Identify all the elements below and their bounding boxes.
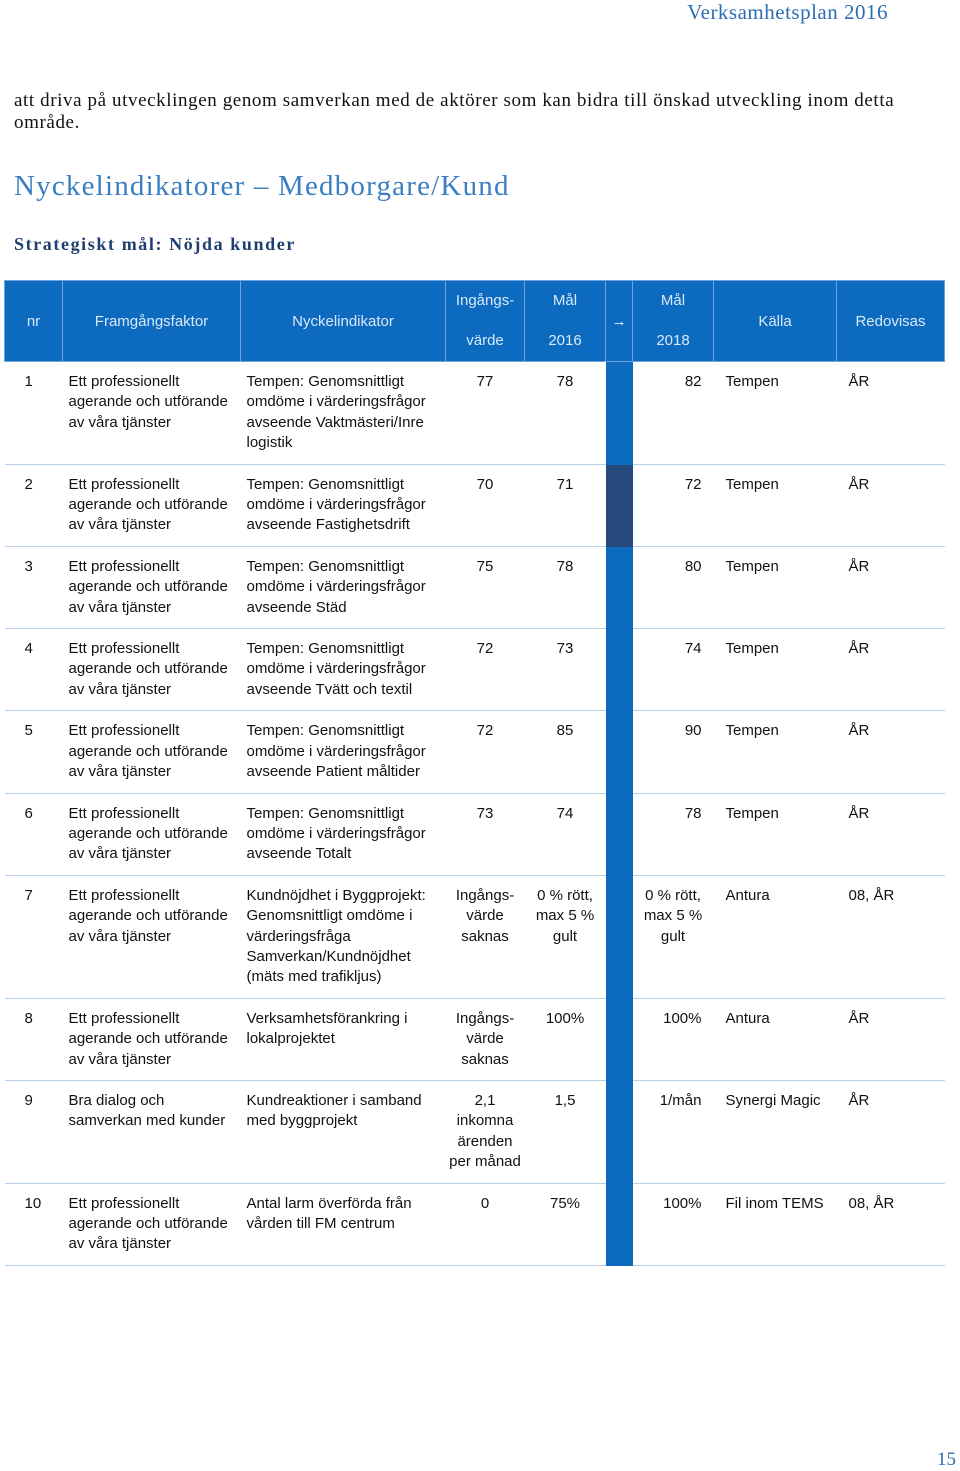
cell-kalla: Fil inom TEMS (714, 1183, 837, 1265)
cell-mal-2018: 1/mån (633, 1080, 714, 1183)
cell-nyckelindikator: Tempen: Genomsnittligt omdöme i värderingsfrågor avseende Städ (241, 546, 446, 628)
table-row (5, 464, 945, 546)
cell-mal-2016: 0 % rött, max 5 % gult (525, 875, 606, 998)
cell-kalla: Tempen (714, 464, 837, 546)
cell-mal-2018: 0 % rött, max 5 % gult (633, 875, 714, 998)
table-row (5, 629, 945, 711)
cell-framgangsfaktor: Ett professionellt agerande och utförande av våra tjänster (63, 711, 241, 793)
cell-mal-2016: 78 (525, 362, 606, 465)
cell-redovisas: 08, ÅR (837, 1183, 945, 1265)
cell-redovisas: ÅR (837, 546, 945, 628)
cell-arrow-band (606, 629, 633, 711)
cell-nyckelindikator: Kundnöjdhet i Byggprojekt: Genomsnittligt omdöme i värderingsfråga Samverkan/Kundnöjdhet (mäts med trafikljus) (241, 875, 446, 998)
cell-mal-2018: 78 (633, 793, 714, 875)
cell-mal-2016: 71 (525, 464, 606, 546)
cell-ingangsvarde: 77 (446, 362, 525, 465)
intro-paragraph: att driva på utvecklingen genom samverkan med de aktörer som kan bidra till önskad utveckling inom detta område. (14, 90, 895, 133)
header-nyckelindikator: Nyckelindikator (241, 281, 446, 362)
page-number: 15 (937, 1449, 956, 1470)
cell-redovisas: ÅR (837, 1080, 945, 1183)
cell-ingangsvarde: 2,1 inkomna ärenden per månad (446, 1080, 525, 1183)
header-mal-2018 (633, 281, 714, 362)
arrow-right-icon: → (611, 312, 627, 330)
header-mal-2016-line1: Mål (552, 292, 578, 309)
cell-arrow-band (606, 875, 633, 998)
header-ingangsvarde (446, 281, 525, 362)
cell-nr: 10 (5, 1183, 63, 1265)
table-row (5, 546, 945, 628)
cell-nr: 2 (5, 464, 63, 546)
cell-nyckelindikator: Tempen: Genomsnittligt omdöme i värderingsfrågor avseende Tvätt och textil (241, 629, 446, 711)
cell-mal-2018: 100% (633, 998, 714, 1080)
cell-kalla: Synergi Magic (714, 1080, 837, 1183)
cell-nyckelindikator: Tempen: Genomsnittligt omdöme i värderingsfrågor avseende Fastighetsdrift (241, 464, 446, 546)
cell-arrow-band (606, 998, 633, 1080)
cell-redovisas: ÅR (837, 629, 945, 711)
cell-nyckelindikator: Antal larm överförda från vården till FM centrum (241, 1183, 446, 1265)
header-mal-2016-line2: 2016 (548, 332, 582, 349)
table-row (5, 711, 945, 793)
cell-mal-2016: 74 (525, 793, 606, 875)
cell-nyckelindikator: Verksamhetsförankring i lokalprojektet (241, 998, 446, 1080)
cell-redovisas: ÅR (837, 362, 945, 465)
cell-mal-2018: 80 (633, 546, 714, 628)
cell-framgangsfaktor: Ett professionellt agerande och utförande av våra tjänster (63, 362, 241, 465)
cell-mal-2018: 90 (633, 711, 714, 793)
cell-ingangsvarde: 73 (446, 793, 525, 875)
cell-framgangsfaktor: Ett professionellt agerande och utförande av våra tjänster (63, 875, 241, 998)
kpi-table (4, 280, 945, 1266)
cell-mal-2016: 100% (525, 998, 606, 1080)
cell-nyckelindikator: Tempen: Genomsnittligt omdöme i värderingsfrågor avseende Patient måltider (241, 711, 446, 793)
cell-redovisas: ÅR (837, 998, 945, 1080)
table-body (5, 362, 945, 1266)
cell-kalla: Tempen (714, 711, 837, 793)
cell-mal-2018: 82 (633, 362, 714, 465)
cell-framgangsfaktor: Ett professionellt agerande och utförande av våra tjänster (63, 998, 241, 1080)
cell-framgangsfaktor: Ett professionellt agerande och utförande av våra tjänster (63, 546, 241, 628)
cell-ingangsvarde: 72 (446, 629, 525, 711)
cell-arrow-band (606, 362, 633, 465)
cell-kalla: Tempen (714, 362, 837, 465)
cell-kalla: Antura (714, 875, 837, 998)
table-row (5, 793, 945, 875)
cell-kalla: Tempen (714, 546, 837, 628)
strategic-goal-subtitle: Strategiskt mål: Nöjda kunder (14, 234, 296, 254)
header-framgangsfaktor: Framgångsfaktor (63, 281, 241, 362)
cell-framgangsfaktor: Bra dialog och samverkan med kunder (63, 1080, 241, 1183)
cell-nyckelindikator: Tempen: Genomsnittligt omdöme i värderingsfrågor avseende Vaktmästeri/Inre logistik (241, 362, 446, 465)
header-arrow (606, 281, 633, 362)
cell-nr: 6 (5, 793, 63, 875)
cell-nyckelindikator: Tempen: Genomsnittligt omdöme i värderingsfrågor avseende Totalt (241, 793, 446, 875)
table-row (5, 1080, 945, 1183)
table-row (5, 362, 945, 465)
cell-kalla: Tempen (714, 793, 837, 875)
cell-nr: 8 (5, 998, 63, 1080)
header-redovisas: Redovisas (837, 281, 945, 362)
cell-nr: 3 (5, 546, 63, 628)
cell-nyckelindikator: Kundreaktioner i samband med byggprojekt (241, 1080, 446, 1183)
cell-arrow-band (606, 1080, 633, 1183)
cell-mal-2016: 73 (525, 629, 606, 711)
cell-redovisas: ÅR (837, 793, 945, 875)
header-mal-2018-line1: Mål (660, 292, 686, 309)
header-ingangsvarde-line2: värde (466, 332, 504, 349)
table-row (5, 875, 945, 998)
cell-mal-2016: 85 (525, 711, 606, 793)
cell-arrow-band (606, 1183, 633, 1265)
table-header-row (5, 281, 945, 362)
cell-nr: 5 (5, 711, 63, 793)
cell-mal-2016: 78 (525, 546, 606, 628)
cell-arrow-band (606, 711, 633, 793)
cell-mal-2016: 75% (525, 1183, 606, 1265)
cell-nr: 9 (5, 1080, 63, 1183)
table-row (5, 998, 945, 1080)
cell-mal-2016: 1,5 (525, 1080, 606, 1183)
cell-redovisas: 08, ÅR (837, 875, 945, 998)
header-kalla: Källa (714, 281, 837, 362)
table-row (5, 1183, 945, 1265)
cell-nr: 1 (5, 362, 63, 465)
cell-arrow-band (606, 546, 633, 628)
cell-mal-2018: 72 (633, 464, 714, 546)
cell-nr: 7 (5, 875, 63, 998)
cell-ingangsvarde: 70 (446, 464, 525, 546)
page-title: Nyckelindikatorer – Medborgare/Kund (14, 170, 510, 202)
cell-ingangsvarde: 75 (446, 546, 525, 628)
cell-ingangsvarde: Ingångs-värde saknas (446, 875, 525, 998)
cell-framgangsfaktor: Ett professionellt agerande och utförande av våra tjänster (63, 793, 241, 875)
header-mal-2018-line2: 2018 (656, 332, 690, 349)
cell-framgangsfaktor: Ett professionellt agerande och utförande av våra tjänster (63, 464, 241, 546)
running-header: Verksamhetsplan 2016 (687, 0, 888, 24)
cell-kalla: Tempen (714, 629, 837, 711)
cell-kalla: Antura (714, 998, 837, 1080)
cell-arrow-band (606, 793, 633, 875)
cell-mal-2018: 74 (633, 629, 714, 711)
cell-ingangsvarde: 72 (446, 711, 525, 793)
cell-framgangsfaktor: Ett professionellt agerande och utförande av våra tjänster (63, 1183, 241, 1265)
cell-framgangsfaktor: Ett professionellt agerande och utförande av våra tjänster (63, 629, 241, 711)
cell-arrow-band (606, 464, 633, 546)
cell-redovisas: ÅR (837, 464, 945, 546)
cell-nr: 4 (5, 629, 63, 711)
cell-ingangsvarde: 0 (446, 1183, 525, 1265)
cell-mal-2018: 100% (633, 1183, 714, 1265)
header-nr: nr (5, 281, 63, 362)
header-ingangsvarde-line1: Ingångs- (455, 292, 515, 309)
cell-ingangsvarde: Ingångs-värde saknas (446, 998, 525, 1080)
cell-redovisas: ÅR (837, 711, 945, 793)
header-mal-2016 (525, 281, 606, 362)
